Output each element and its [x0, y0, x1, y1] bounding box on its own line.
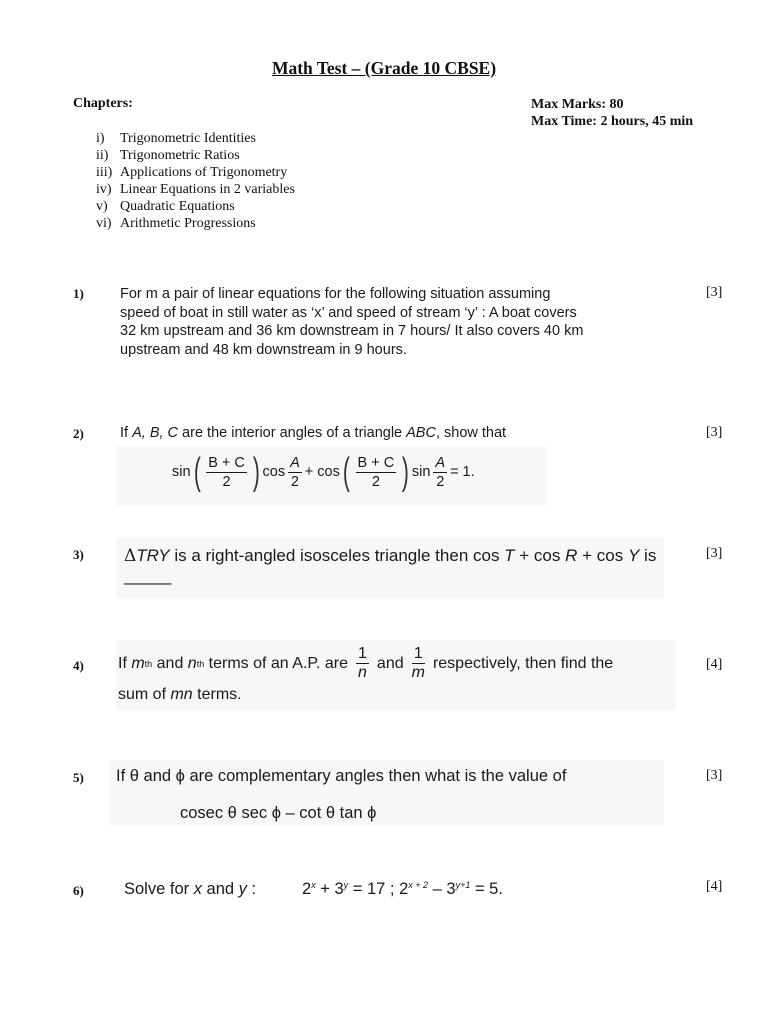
chapter-item: vi) Arithmetic Progressions	[96, 216, 256, 231]
exam-meta	[531, 96, 693, 130]
chapter-item: v) Quadratic Equations	[96, 199, 235, 214]
question-marks: [4]	[706, 879, 723, 894]
question-number: 3)	[73, 547, 84, 562]
question-marks: [3]	[706, 285, 723, 300]
chapter-item: iii) Applications of Trigonometry	[96, 165, 288, 180]
question-number: 2)	[73, 426, 84, 441]
question-2-formula: sin ( $\frac{B + C}{2}$ ) cos $\frac{A}{2}$ + cos ( $\frac{B + C}{2}$ ) sin $\frac{A}{2}$ = 1.	[116, 446, 546, 506]
question-1-text: For m a pair of linear equations for the following situation assuming speed of boat in still water as ‘x’ and speed of stream ‘y’ : A boat covers 32 km upstream and 36 km downstream in 7 hours/ It also covers 40 km upstream and 48 km downstream in 9 hours.	[120, 286, 584, 358]
question-3-text: ΔTRY is a right-angled isosceles triangle then cos T + cos R + cos Y is _____	[116, 538, 664, 598]
question-number: 1)	[73, 286, 84, 301]
question-6-text: Solve for x and y :	[124, 880, 257, 898]
chapter-item: i) Trigonometric Identities	[96, 131, 256, 146]
question-marks: [3]	[706, 546, 723, 561]
max-marks: Max Marks: 80	[531, 97, 624, 112]
question-marks: [3]	[706, 425, 723, 440]
chapters-label: Chapters:	[73, 96, 133, 111]
question-5-text: If θ and ϕ are complementary angles then what is the value of cosec θ sec ϕ – cot θ tan ϕ	[110, 760, 664, 826]
chapter-item: iv) Linear Equations in 2 variables	[96, 182, 295, 197]
question-2-text: If A, B, C are the interior angles of a triangle ABC, show that	[120, 425, 507, 441]
question-marks: [3]	[706, 768, 723, 783]
question-number: 5)	[73, 770, 84, 785]
answer-blank: _____	[124, 566, 172, 585]
question-number: 6)	[73, 883, 84, 898]
question-number: 4)	[73, 658, 84, 673]
chapter-item: ii) Trigonometric Ratios	[96, 148, 240, 163]
max-time: Max Time: 2 hours, 45 min	[531, 114, 694, 129]
question-4-text: If m th and n th terms of an A.P. are $\frac{1}{n}$ and $\frac{1}{m}$ respectively, then find the sum of mn terms.	[116, 640, 676, 710]
page-title: Math Test – (Grade 10 CBSE)	[271, 58, 497, 78]
question-6-equations: $2^x + 3^y = 17$ ; $2^{x + 2} - 3^{y+1} = 5$.	[302, 880, 503, 898]
question-marks: [4]	[706, 657, 723, 672]
chapter-list	[96, 130, 295, 232]
